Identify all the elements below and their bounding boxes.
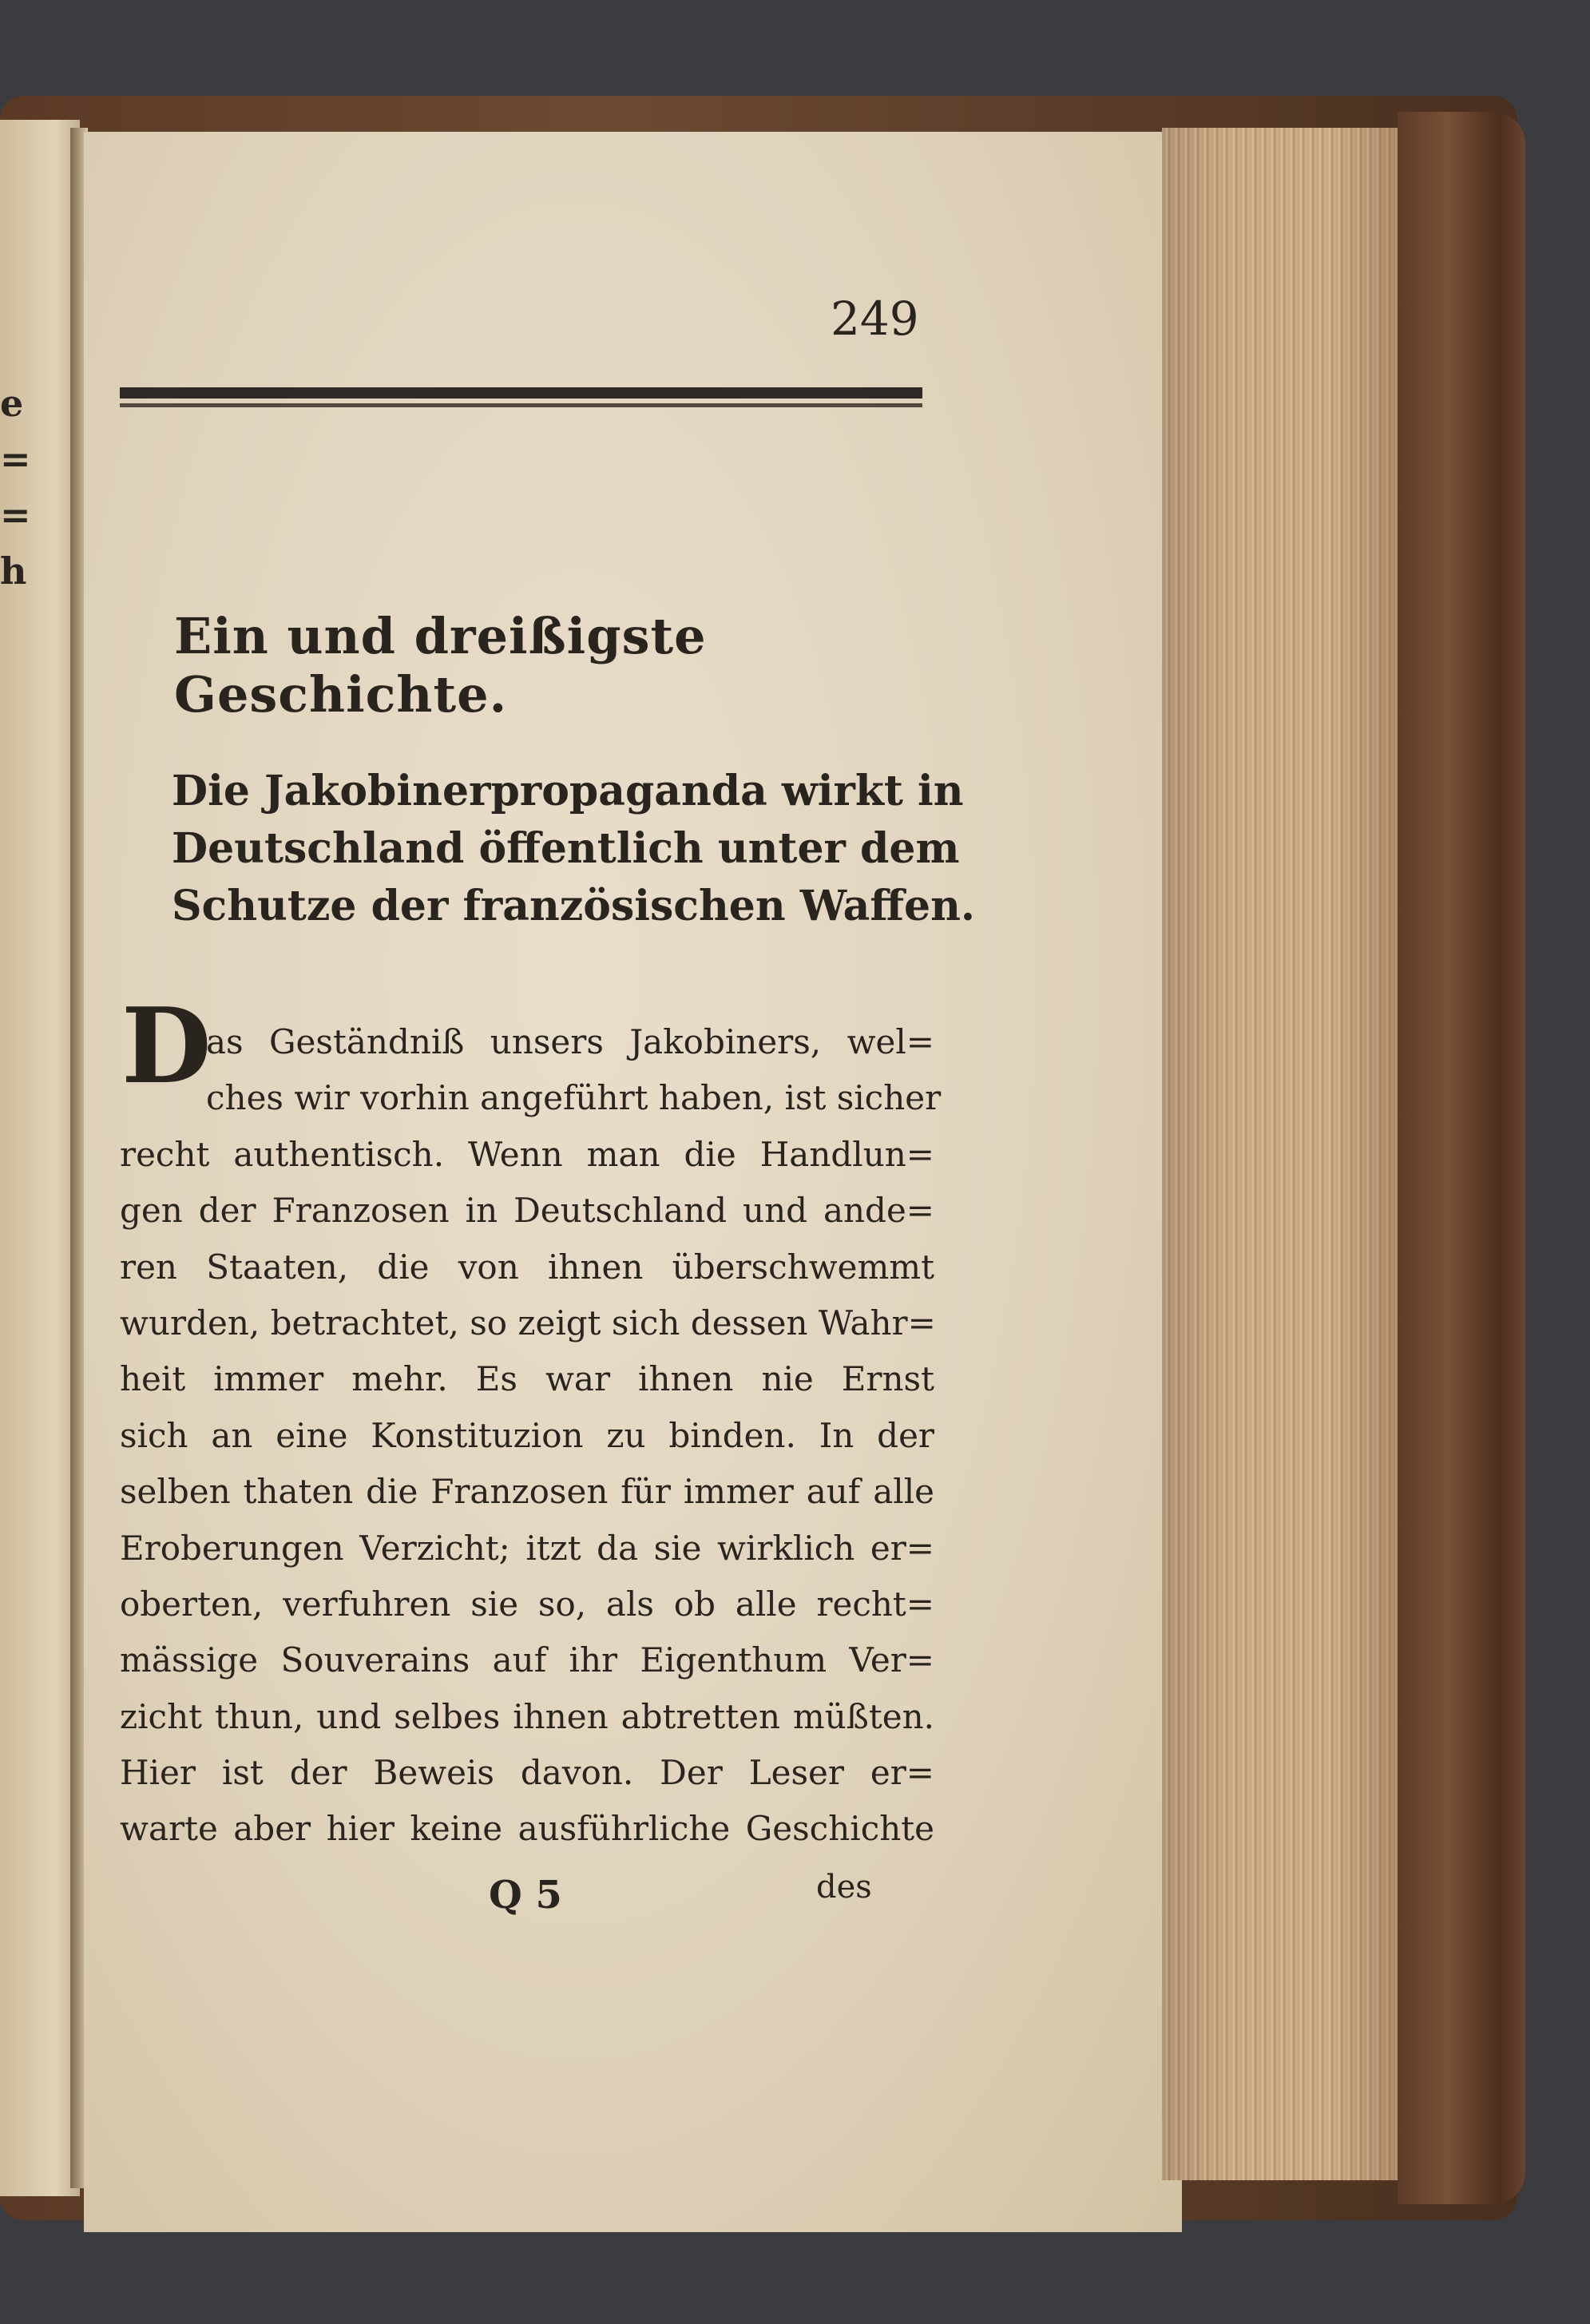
left-fragment: e xyxy=(0,382,24,425)
body-text xyxy=(120,1014,942,1858)
subtitle-line: Deutschland öffentlich unter dem xyxy=(172,824,960,873)
body-line: ches wir vorhin angeführt haben, ist sicher xyxy=(206,1078,942,1118)
left-fragment: = xyxy=(0,494,31,537)
header-rule xyxy=(120,387,922,399)
book-spine-edge xyxy=(1398,112,1525,2204)
body-line: Eroberungen Verzicht; itzt da sie wirklich er= xyxy=(120,1528,934,1568)
body-line: selben thaten die Franzosen für immer auf alle xyxy=(120,1472,934,1512)
page-edges-shading xyxy=(1162,128,1402,2180)
page-number: 249 xyxy=(831,291,919,346)
body-line: heit immer mehr. Es war ihnen nie Ernst xyxy=(120,1359,934,1399)
body-line: zicht thun, und selbes ihnen abtretten müßten. xyxy=(120,1696,934,1736)
chapter-subtitle xyxy=(172,763,976,935)
body-line: Hier ist der Beweis davon. Der Leser er= xyxy=(120,1753,934,1793)
body-line: wurden, betrachtet, so zeigt sich dessen Wahr= xyxy=(120,1303,936,1342)
body-line: recht authentisch. Wenn man die Handlun= xyxy=(120,1134,934,1174)
left-page-text-fragments xyxy=(0,375,31,599)
chapter-title: Ein und dreißigste Geschichte. xyxy=(174,607,707,724)
body-line: mässige Souverains auf ihr Eigenthum Ver= xyxy=(120,1640,934,1680)
body-line: gen der Franzosen in Deutschland und ande= xyxy=(120,1191,934,1231)
left-fragment: = xyxy=(0,438,31,481)
body-line: as Geständniß unsers Jakobiners, wel= xyxy=(206,1022,934,1061)
body-line: warte aber hier keine ausführliche Geschichte xyxy=(120,1809,934,1849)
body-line: ren Staaten, die von ihnen überschwemmt xyxy=(120,1247,934,1287)
subtitle-line: Schutze der französischen Waffen. xyxy=(172,882,976,930)
left-fragment: h xyxy=(0,549,27,593)
body-line: sich an eine Konstituzion zu binden. In der xyxy=(120,1415,934,1455)
signature-mark: Q 5 xyxy=(489,1873,562,1917)
catchword: des xyxy=(816,1869,872,1906)
body-line: oberten, verfuhren sie so, als ob alle recht= xyxy=(120,1584,934,1624)
subtitle-line: Die Jakobinerpropaganda wirkt in xyxy=(172,767,964,815)
header-rule-thin xyxy=(120,403,922,407)
drop-cap: D xyxy=(121,985,212,1107)
